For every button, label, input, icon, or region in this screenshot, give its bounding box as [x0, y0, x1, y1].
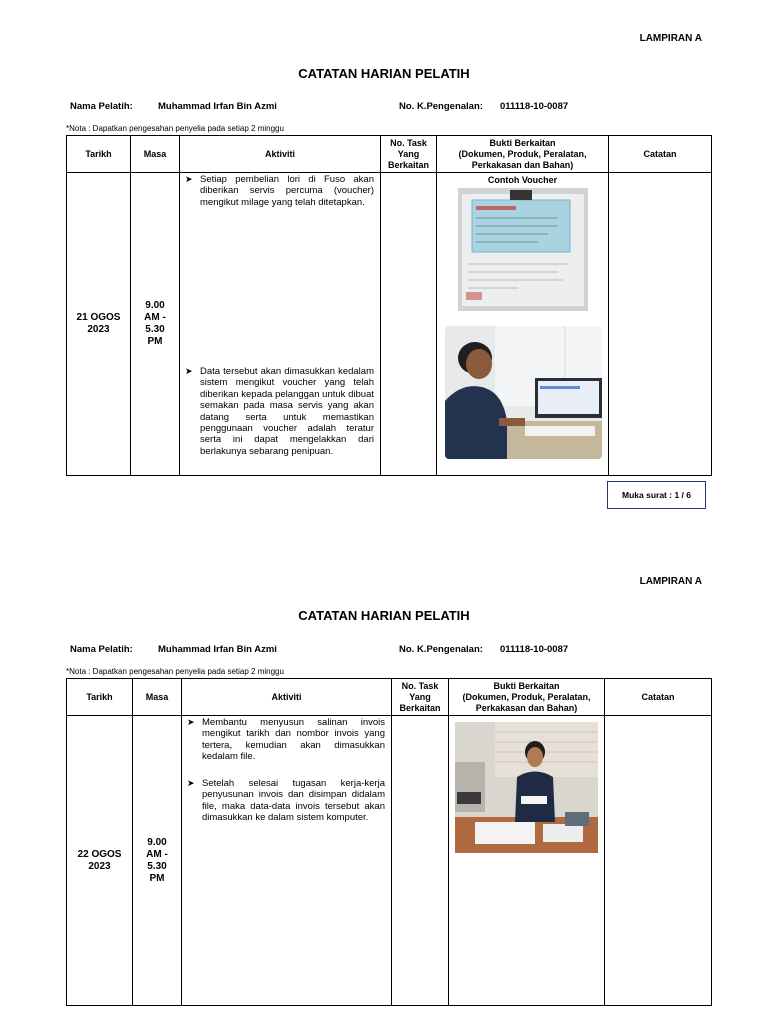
activity-text: Data tersebut akan dimasukkan kedalam sistem mengikut voucher yang telah diberikan kepada pelanggan untuk dibuat semakan pada masa servis yang akan datang serta untuk memastikan penggunaan voucher adalah teratur serta ini dapat mengelakkan dari berlakunya sebarang penipuan.	[200, 366, 374, 457]
time-line1: 9.00	[147, 836, 167, 848]
activity-cell	[182, 716, 392, 1006]
ic-number-value: 011118-10-0087	[500, 644, 569, 655]
header-catatan: Catatan	[609, 136, 712, 173]
activity-item	[187, 778, 385, 824]
header-bukti	[449, 679, 605, 716]
evidence-title: Contoh Voucher	[487, 175, 558, 185]
page-2	[0, 543, 768, 1024]
date-line2: 2023	[87, 324, 110, 335]
trainee-name-label: Nama Pelatih:	[70, 101, 133, 112]
header-bukti-line1: Bukti Berkaitan	[489, 137, 556, 148]
date-line1: 22 OGOS	[77, 848, 122, 860]
note-text: *Nota : Dapatkan pengesahan penyelia pada setiap 2 minggu	[66, 124, 284, 133]
activity-text: Setiap pembelian lori di Fuso akan diberikan servis percuma (voucher) mengikut milage yang telah ditetapkan.	[200, 174, 374, 208]
arrow-bullet-icon: ➤	[185, 174, 193, 184]
time-line3: 5.30	[147, 860, 167, 872]
time-cell	[131, 173, 180, 476]
date-cell	[67, 716, 133, 1006]
header-no-task-line2: Yang	[397, 148, 420, 159]
time-line4: PM	[149, 872, 165, 884]
note-text: *Nota : Dapatkan pengesahan penyelia pada setiap 2 minggu	[66, 667, 284, 676]
arrow-bullet-icon: ➤	[187, 717, 195, 727]
arrow-bullet-icon: ➤	[187, 778, 195, 788]
appendix-label: LAMPIRAN A	[639, 33, 702, 44]
trainee-name-label: Nama Pelatih:	[70, 644, 133, 655]
header-no-task-line3: Berkaitan	[387, 159, 430, 170]
arrow-bullet-icon: ➤	[185, 366, 193, 376]
header-bukti-line2: (Dokumen, Produk, Peralatan,	[458, 148, 587, 159]
header-bukti-line1: Bukti Berkaitan	[493, 680, 560, 691]
header-tarikh: Tarikh	[67, 136, 131, 173]
activity-item	[185, 366, 374, 457]
ic-number-label: No. K.Pengenalan:	[399, 101, 483, 112]
header-no-task	[392, 679, 449, 716]
date-line1: 21 OGOS	[76, 312, 121, 323]
header-masa: Masa	[131, 136, 180, 173]
page-title: CATATAN HARIAN PELATIH	[298, 608, 470, 623]
task-number-cell	[381, 173, 437, 476]
catatan-cell	[605, 716, 712, 1006]
trainee-name-value: Muhammad Irfan Bin Azmi	[158, 644, 277, 655]
catatan-cell	[609, 173, 712, 476]
ic-number-label: No. K.Pengenalan:	[399, 644, 483, 655]
activity-item	[185, 174, 374, 208]
header-catatan: Catatan	[605, 679, 712, 716]
activity-item	[187, 717, 385, 763]
header-masa: Masa	[133, 679, 182, 716]
activity-text: Setelah selesai tugasan kerja-kerja penyusunan invois dan disimpan didalam file, maka data-data invois tersebut akan dimasukkan ke dalam sistem komputer.	[202, 778, 385, 824]
header-no-task-line1: No. Task	[401, 680, 439, 691]
activity-cell	[180, 173, 381, 476]
time-cell	[133, 716, 182, 1006]
time-line2: AM -	[144, 312, 166, 323]
header-aktiviti: Aktiviti	[180, 136, 381, 173]
header-no-task-line1: No. Task	[390, 137, 427, 148]
appendix-label: LAMPIRAN A	[639, 576, 702, 587]
page-title: CATATAN HARIAN PELATIH	[298, 66, 470, 81]
header-bukti	[437, 136, 609, 173]
page-number-box: Muka surat : 1 / 6	[607, 481, 706, 509]
daily-log-table	[66, 135, 712, 476]
time-line1: 9.00	[145, 300, 165, 311]
evidence-cell	[449, 716, 605, 1006]
header-no-task	[381, 136, 437, 173]
activity-text: Membantu menyusun salinan invois mengikut tarikh dan nombor invois yang tertera, kemudian akan dimasukkan kedalam file.	[202, 717, 385, 763]
header-aktiviti: Aktiviti	[182, 679, 392, 716]
time-line4: PM	[147, 336, 163, 347]
daily-log-table	[66, 678, 712, 1006]
evidence-cell	[437, 173, 609, 476]
header-no-task-line2: Yang	[409, 691, 431, 702]
header-tarikh: Tarikh	[67, 679, 133, 716]
time-line3: 5.30	[145, 324, 165, 335]
voucher-photo	[458, 188, 588, 311]
header-no-task-line3: Berkaitan	[399, 702, 441, 713]
task-number-cell	[392, 716, 449, 1006]
trainee-name-value: Muhammad Irfan Bin Azmi	[158, 101, 277, 112]
time-line2: AM -	[146, 848, 168, 860]
header-bukti-line2: (Dokumen, Produk, Peralatan,	[462, 691, 591, 702]
date-line2: 2023	[88, 860, 111, 872]
trainee-at-computer-photo	[445, 326, 602, 459]
header-bukti-line3: Perkakasan dan Bahan)	[471, 159, 574, 170]
trainee-sorting-invoices-photo	[455, 722, 598, 853]
header-bukti-line3: Perkakasan dan Bahan)	[475, 702, 578, 713]
ic-number-value: 011118-10-0087	[500, 101, 569, 112]
date-cell	[67, 173, 131, 476]
